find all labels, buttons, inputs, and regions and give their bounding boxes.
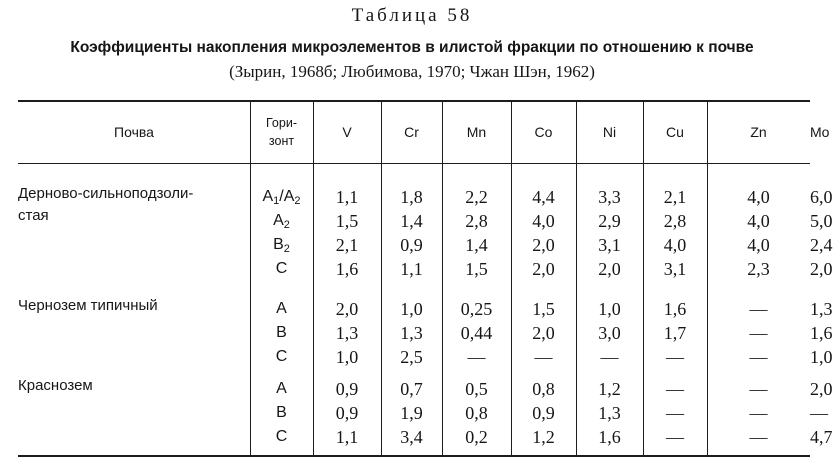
value-cell: 0,7 — [400, 379, 423, 399]
value-cell: — — [666, 427, 684, 447]
soil-name: Дерново-сильноподзоли- стая — [18, 185, 194, 224]
value-cell: 2,1 — [335, 235, 359, 255]
value-cell: 1,9 — [400, 403, 423, 423]
horizon-cell: A — [276, 380, 287, 397]
value-cell: 1,3 — [810, 299, 833, 319]
header-element-mn: Mn — [466, 124, 487, 140]
value-cell: 3,3 — [598, 187, 621, 207]
value-cell: 2,3 — [747, 259, 770, 279]
value-cell: 1,0 — [335, 347, 359, 367]
value-cell: 1,5 — [532, 299, 555, 319]
value-cell: 4,4 — [532, 187, 555, 207]
soil-name: Краснозем — [18, 377, 93, 394]
value-cell: 1,4 — [465, 235, 488, 255]
horizon-cell: $B_2$ — [273, 236, 290, 255]
value-cell: 2,5 — [400, 347, 423, 367]
value-cell: 1,6 — [663, 299, 687, 319]
value-cell: — — [666, 379, 684, 399]
value-cell: — — [749, 379, 768, 399]
horizon-cell: C — [275, 348, 288, 365]
value-cell: 1,8 — [400, 187, 423, 207]
value-cell: 3,4 — [400, 427, 423, 447]
horizon-cell: $A_2$ — [273, 212, 290, 231]
value-cell: 3,1 — [663, 259, 687, 279]
value-cell: 1,6 — [598, 427, 621, 447]
horizon-cell: A — [276, 300, 287, 317]
value-cell: 1,0 — [810, 347, 833, 367]
horizon-cell: C — [275, 260, 288, 277]
horizon-cell: B — [276, 404, 287, 421]
value-cell: — — [749, 403, 768, 423]
table-sources: (Зырин, 1968б; Любимова, 1970; Чжан Шэн, 1962) — [229, 62, 595, 81]
value-cell: 1,0 — [400, 299, 423, 319]
value-cell: 1,7 — [663, 323, 687, 343]
value-cell: 1,0 — [598, 299, 621, 319]
value-cell: 0,8 — [465, 403, 488, 423]
header-element-cr: Cr — [404, 124, 419, 140]
value-cell: 3,0 — [598, 323, 621, 343]
value-cell: 4,0 — [747, 211, 770, 231]
value-cell: 2,0 — [598, 259, 621, 279]
value-cell: 1,1 — [335, 187, 359, 207]
value-cell: 2,0 — [532, 259, 555, 279]
value-cell: 1,6 — [810, 323, 833, 343]
value-cell: 1,3 — [335, 323, 359, 343]
value-cell: 2,1 — [663, 187, 687, 207]
value-cell: 2,0 — [532, 323, 555, 343]
value-cell: — — [749, 347, 768, 367]
value-cell: 1,3 — [598, 403, 621, 423]
value-cell: 0,2 — [465, 427, 488, 447]
value-cell: 0,8 — [532, 379, 555, 399]
value-cell: 4,0 — [747, 235, 770, 255]
value-cell: 3,1 — [598, 235, 621, 255]
horizon-cell: $A_1/A_2$ — [262, 188, 301, 207]
header-element-ni: Ni — [602, 124, 617, 140]
value-cell: 5,0 — [810, 211, 833, 231]
horizon-cell: B — [276, 324, 287, 341]
table-header-rule — [18, 163, 810, 164]
header-soil: Почва — [114, 124, 154, 140]
value-cell: — — [810, 403, 828, 423]
value-cell: 4,0 — [747, 187, 770, 207]
value-cell: 4,0 — [532, 211, 555, 231]
table-number: Таблица 58 — [351, 5, 473, 26]
value-cell: — — [749, 299, 768, 319]
value-cell: — — [666, 403, 684, 423]
value-cell: 1,6 — [335, 259, 359, 279]
value-cell: 0,9 — [335, 403, 359, 423]
soil-name: Чернозем типичный — [18, 297, 158, 314]
table-title: Коэффициенты накопления микроэлементов в илистой фракции по отношению к почве — [70, 39, 754, 56]
value-cell: 1,4 — [400, 211, 423, 231]
value-cell: 1,2 — [598, 379, 621, 399]
value-cell: 1,2 — [532, 427, 555, 447]
value-cell: 0,9 — [532, 403, 555, 423]
value-cell: — — [534, 347, 553, 367]
header-element-cu: Cu — [666, 124, 684, 140]
value-cell: 0,25 — [460, 299, 493, 319]
value-cell: 2,0 — [532, 235, 555, 255]
value-cell: 2,0 — [335, 299, 359, 319]
value-cell: 4,7 — [810, 427, 833, 447]
header-horizon: Гори- зонт — [266, 116, 297, 148]
value-cell: — — [749, 323, 768, 343]
value-cell: 0,9 — [335, 379, 359, 399]
header-element-v: V — [342, 124, 352, 140]
value-cell: 1,5 — [335, 211, 359, 231]
value-cell: 2,2 — [465, 187, 488, 207]
header-element-mo: Mo — [810, 124, 830, 140]
value-cell: 0,5 — [465, 379, 488, 399]
value-cell: 2,8 — [465, 211, 488, 231]
value-cell: — — [666, 347, 684, 367]
value-cell: 2,9 — [598, 211, 621, 231]
horizon-cell: C — [275, 428, 288, 445]
value-cell: — — [600, 347, 619, 367]
value-cell: 1,1 — [335, 427, 359, 447]
value-cell: 0,44 — [460, 323, 493, 343]
value-cell: 1,1 — [400, 259, 423, 279]
value-cell: 2,0 — [810, 259, 833, 279]
value-cell: — — [749, 427, 768, 447]
value-cell: 2,4 — [810, 235, 833, 255]
value-cell: 2,8 — [663, 211, 687, 231]
table-bottom-rule — [18, 455, 810, 457]
value-cell: 1,3 — [400, 323, 423, 343]
value-cell: 6,0 — [810, 187, 833, 207]
value-cell: 4,0 — [663, 235, 687, 255]
value-cell: 0,9 — [400, 235, 423, 255]
header-element-co: Co — [534, 124, 553, 140]
value-cell: — — [467, 347, 486, 367]
value-cell: 2,0 — [810, 379, 833, 399]
value-cell: 1,5 — [465, 259, 488, 279]
header-element-zn: Zn — [750, 124, 767, 140]
